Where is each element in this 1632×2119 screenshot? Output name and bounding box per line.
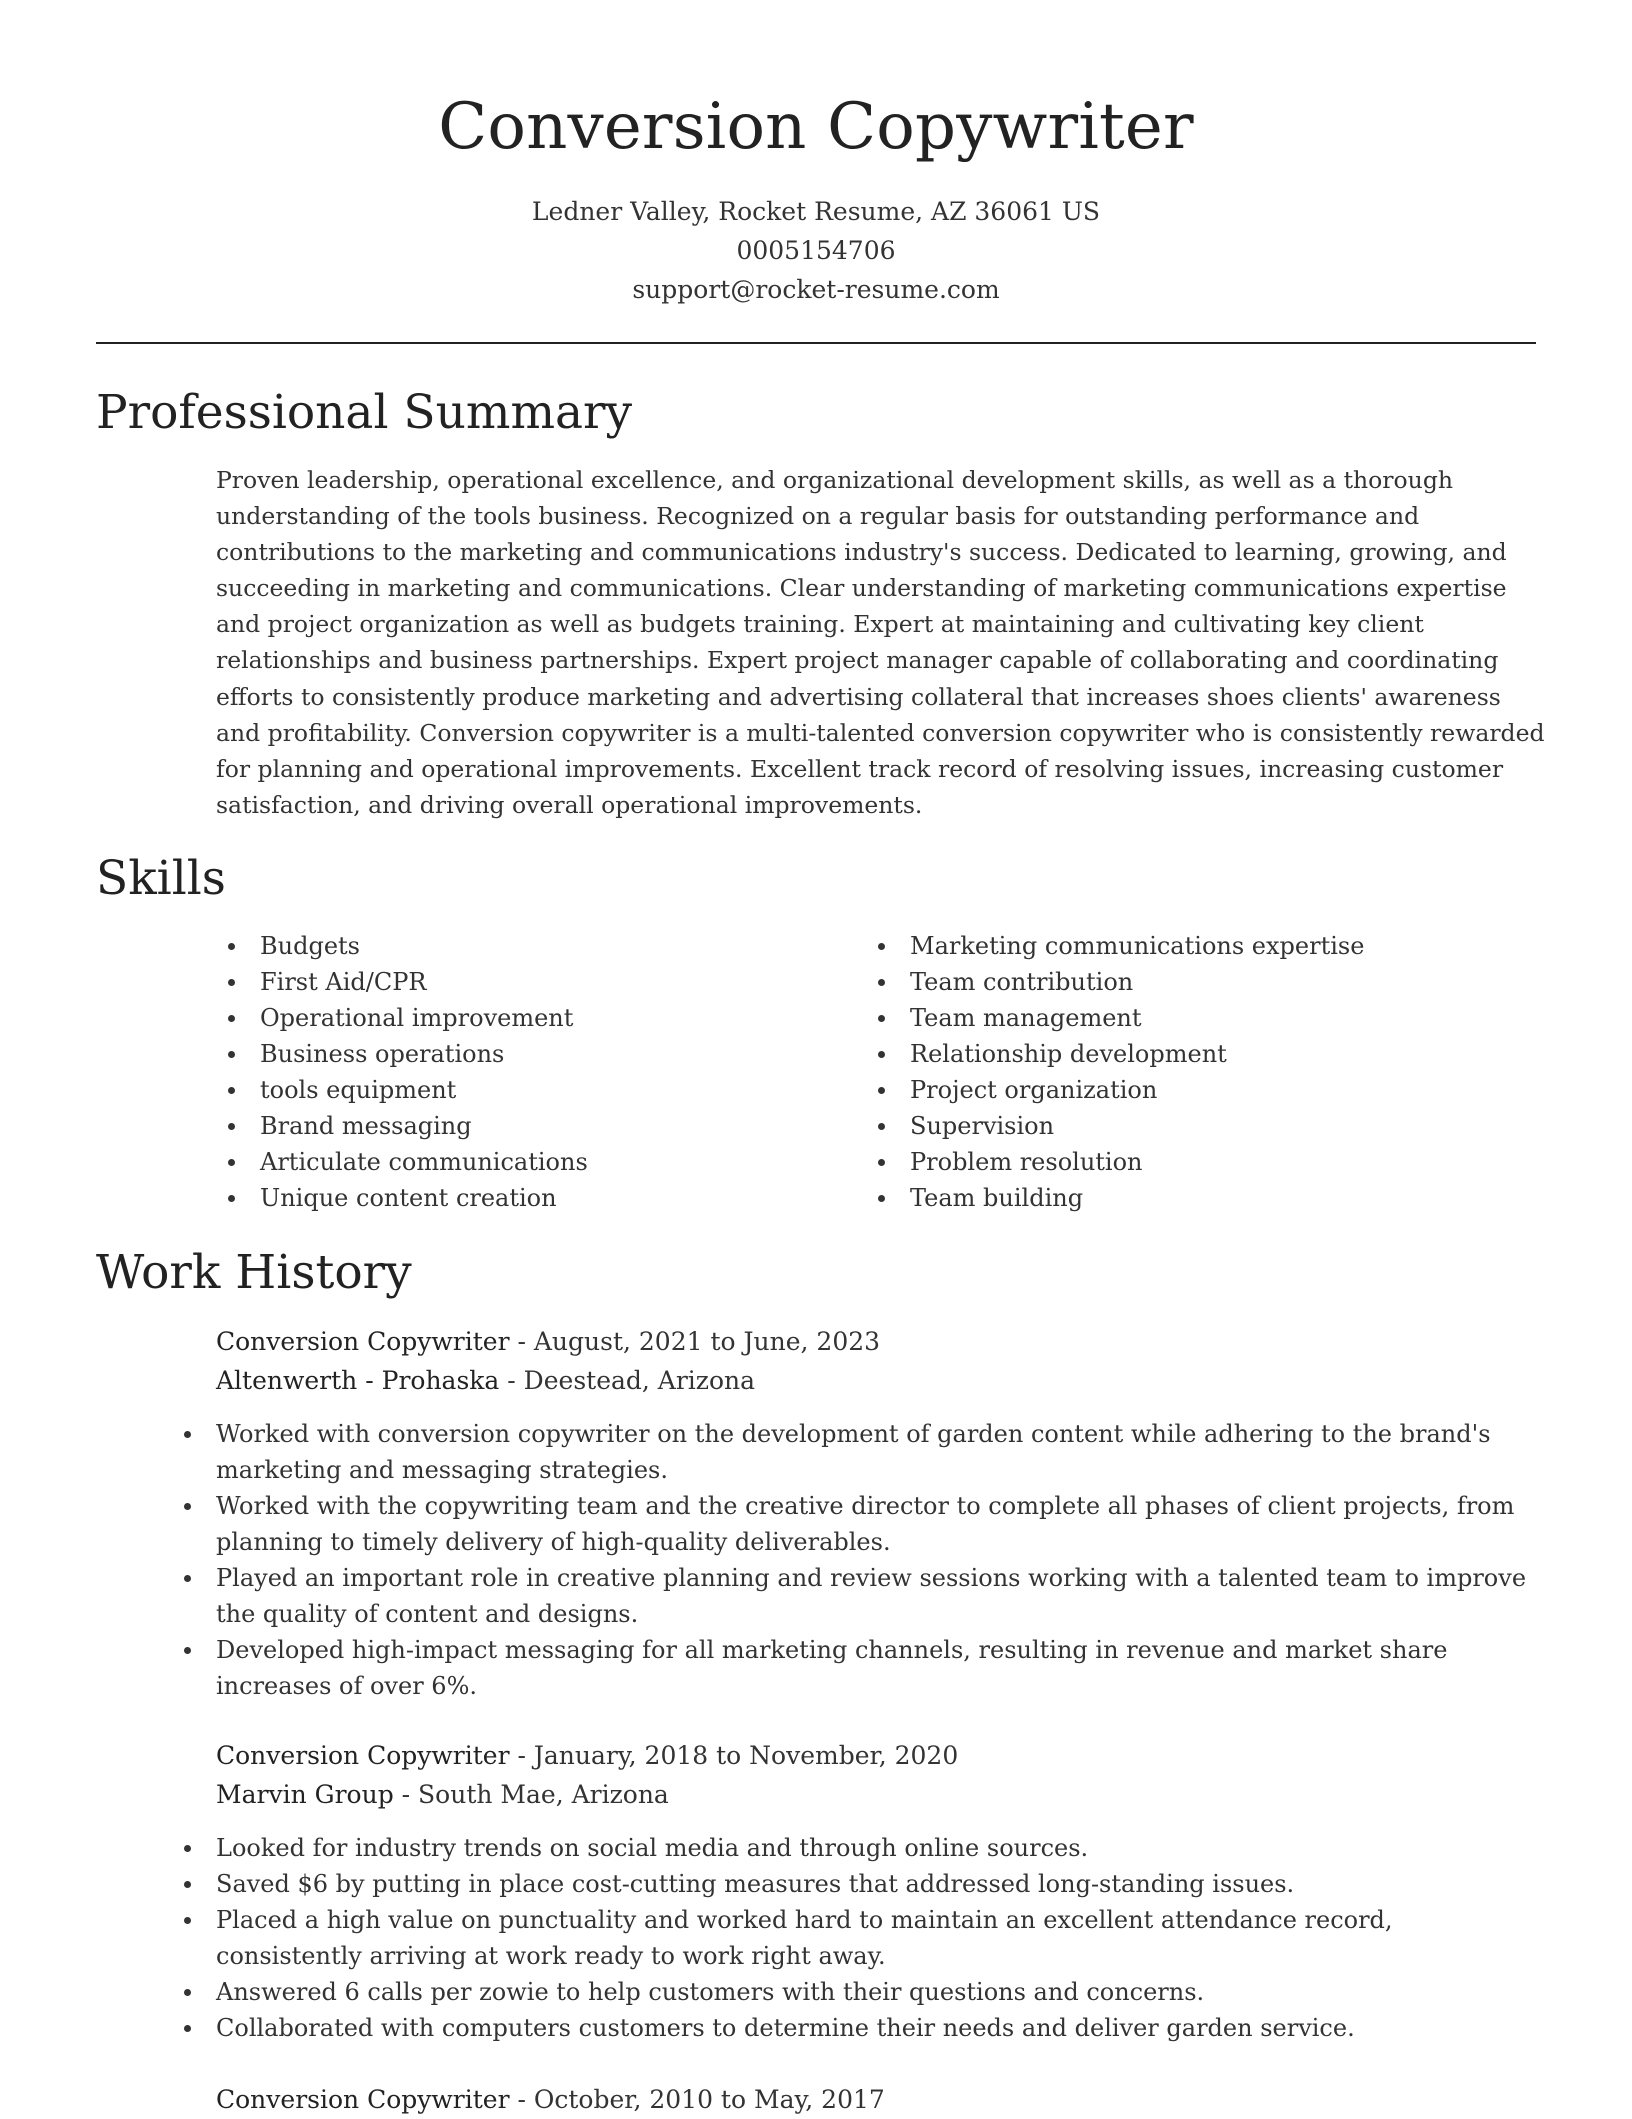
job-company: Marvin Group	[216, 1780, 394, 1809]
skill-item: Brand messaging	[216, 1108, 836, 1144]
job-dates: - October, 2010 to May, 2017	[509, 2085, 885, 2114]
job-location: - South Mae, Arizona	[393, 1780, 669, 1809]
job-company-line	[216, 1361, 1546, 1400]
job-entry	[216, 2080, 1546, 2119]
summary-text: Proven leadership, operational excellence, and organizational development skills, as well as a thorough understanding of the tools business. Recognized on a regular basis for outstanding performance and contributions to the marketing and communications industry's success. Dedicated to learning, growing, and succeeding in marketing and communications. Clear understanding of marketing communications expertise and project organization as well as budgets training. Expert at maintaining and cultivating key client relationships and business partnerships. Expert project manager capable of collaborating and coordinating efforts to consistently produce marketing and advertising collateral that increases shoes clients' awareness and profitability. Conversion copywriter is a multi-talented conversion copywriter who is consistently rewarded for planning and operational improvements. Excellent track record of resolving issues, increasing customer satisfaction, and driving overall operational improvements.	[216, 466, 1545, 819]
job-title: Conversion Copywriter	[216, 1741, 510, 1770]
skill-item: First Aid/CPR	[216, 964, 836, 1000]
skill-item: tools equipment	[216, 1072, 836, 1108]
job-duty: Looked for industry trends on social media and through online sources.	[172, 1830, 1546, 1866]
contact-block	[0, 192, 1632, 309]
contact-address: Ledner Valley, Rocket Resume, AZ 36061 US	[531, 197, 1101, 226]
job-title-line	[216, 1322, 1546, 1361]
job-title-line	[216, 1736, 1546, 1775]
job-entry	[216, 1736, 1546, 2046]
contact-email: support@rocket-resume.com	[632, 275, 1000, 304]
skill-item: Business operations	[216, 1036, 836, 1072]
skill-item: Problem resolution	[866, 1144, 1486, 1180]
job-duty: Answered 6 calls per zowie to help customers with their questions and concerns.	[172, 1974, 1546, 2010]
skills-list-left	[216, 928, 836, 1216]
skill-item: Team contribution	[866, 964, 1486, 1000]
job-duty: Worked with conversion copywriter on the development of garden content while adhering to the brand's marketing and messaging strategies.	[172, 1416, 1546, 1488]
skills-list-right	[866, 928, 1486, 1216]
job-duties-list	[172, 1416, 1546, 1704]
skill-item: Unique content creation	[216, 1180, 836, 1216]
skill-item: Budgets	[216, 928, 836, 964]
header-divider	[96, 342, 1536, 344]
skill-item: Project organization	[866, 1072, 1486, 1108]
skill-item: Team management	[866, 1000, 1486, 1036]
job-duty: Developed high-impact messaging for all marketing channels, resulting in revenue and market share increases of over 6%.	[172, 1632, 1546, 1704]
job-entry	[216, 1322, 1546, 1704]
skill-item: Articulate communications	[216, 1144, 836, 1180]
job-duty: Placed a high value on punctuality and worked hard to maintain an excellent attendance record, consistently arriving at work ready to work right away.	[172, 1902, 1546, 1974]
job-dates: - January, 2018 to November, 2020	[509, 1741, 959, 1770]
section-title-summary: Professional Summary	[96, 385, 633, 440]
job-company-line	[216, 1775, 1546, 1814]
job-duty: Saved $6 by putting in place cost-cutting measures that addressed long-standing issues.	[172, 1866, 1546, 1902]
job-dates: - August, 2021 to June, 2023	[509, 1327, 881, 1356]
job-title: Conversion Copywriter	[216, 2085, 510, 2114]
contact-phone: 0005154706	[736, 236, 896, 265]
skill-item: Marketing communications expertise	[866, 928, 1486, 964]
candidate-name: Conversion Copywriter	[438, 90, 1194, 164]
skill-item: Supervision	[866, 1108, 1486, 1144]
job-company: Altenwerth - Prohaska	[216, 1366, 500, 1395]
job-duties-list	[172, 1830, 1546, 2046]
job-duty: Collaborated with computers customers to determine their needs and deliver garden service.	[172, 2010, 1546, 2046]
section-title-skills: Skills	[96, 851, 226, 906]
section-title-work-history: Work History	[96, 1245, 412, 1300]
skill-item: Operational improvement	[216, 1000, 836, 1036]
job-location: - Deestead, Arizona	[499, 1366, 756, 1395]
skill-item: Relationship development	[866, 1036, 1486, 1072]
job-duty: Played an important role in creative planning and review sessions working with a talented team to improve the quality of content and designs.	[172, 1560, 1546, 1632]
skill-item: Team building	[866, 1180, 1486, 1216]
job-duty: Worked with the copywriting team and the creative director to complete all phases of client projects, from planning to timely delivery of high-quality deliverables.	[172, 1488, 1546, 1560]
job-title-line	[216, 2080, 1546, 2119]
job-title: Conversion Copywriter	[216, 1327, 510, 1356]
